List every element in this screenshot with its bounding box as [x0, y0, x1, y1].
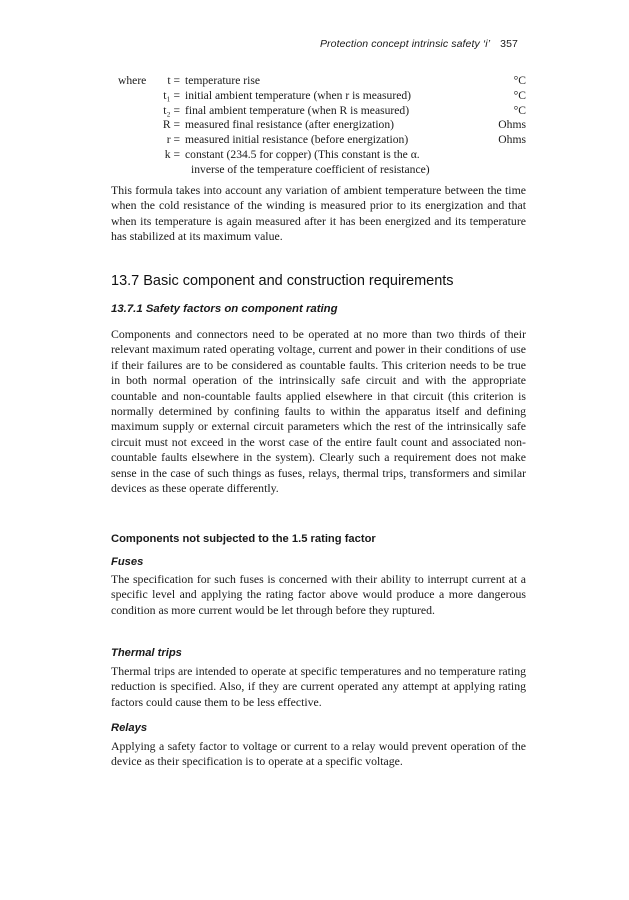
running-head — [320, 38, 518, 50]
paragraph-component-rating: Components and connectors need to be operated at no more than two thirds of their relevant maximum rated operating voltage, current and power in their conditions of use if their failures are to be considered as countable faults. This criterion needs to be true in both normal operation of the intrinsically safe circuit and with the appropriate countable and non-countable faults applied elsewhere in that circuit (this criterion is normally determined by confining faults to within the apparatus itself and defining maximum supply or external circuit parameters which the rest of the intrinsically safe circuit must not exceed in the worst case of the entire fault count and associated non-countable faults elsewhere in the system). Clearly such a requirement does not make sense in the case of such things as fuses, relays, thermal trips, transformers and similar devices as these operate differently. — [111, 327, 526, 496]
definition-unit: °C — [513, 74, 526, 87]
relays-heading: Relays — [111, 722, 148, 734]
definition-symbol: t = — [167, 74, 180, 87]
definition-text: initial ambient temperature (when r is measured) — [185, 88, 411, 102]
definition-row — [111, 104, 526, 119]
paragraph-fuses: The specification for such fuses is concerned with their ability to interrupt current at a specific level and applying the rating factor above would produce a more dangerous condition as more current would be let through before they ruptured. — [111, 572, 526, 617]
definition-row — [111, 163, 526, 178]
definition-unit: °C — [513, 103, 526, 117]
definition-continuation: inverse of the temperature coefficient of resistance) — [191, 162, 430, 176]
thermal-trips-heading: Thermal trips — [111, 647, 182, 659]
definition-text: final ambient temperature (when R is measured) — [185, 103, 410, 117]
definition-row — [111, 89, 526, 104]
definition-symbol: r = — [166, 133, 180, 147]
variable-definitions — [111, 74, 526, 178]
running-head-title: Protection concept intrinsic safety ‘i’ — [319, 38, 491, 50]
paragraph-thermal-trips: Thermal trips are intended to operate at specific temperatures and no temperature rating reduction is specified. Also, if they are current operated any attempt at applying rating factors could cause them to be less effective. — [111, 664, 526, 709]
definition-symbol: R = — [162, 118, 180, 132]
definition-row — [111, 148, 526, 163]
where-label: where — [118, 74, 147, 87]
definition-text: measured initial resistance (before energization) — [185, 133, 409, 147]
definition-unit: °C — [513, 88, 526, 102]
definition-text: measured final resistance (after energization) — [185, 118, 395, 132]
definition-row — [111, 118, 526, 133]
page-number: 357 — [500, 38, 518, 50]
definition-text: temperature rise — [185, 74, 260, 87]
components-heading: Components not subjected to the 1.5 rating factor — [111, 533, 376, 545]
definition-text: constant (234.5 for copper) (This constant is the α. — [185, 147, 420, 161]
definition-symbol: k = — [164, 147, 180, 161]
definition-unit: Ohms — [498, 133, 526, 147]
definition-symbol: t₂ = — [163, 103, 180, 117]
subsection-heading: 13.7.1 Safety factors on component rating — [111, 303, 338, 315]
definition-unit: Ohms — [498, 118, 526, 132]
paragraph-formula-note: This formula takes into account any variation of ambient temperature between the time when the cold resistance of the winding is measured prior to its energization and that when its temperature is again measured after it has been energized and its temperature has stabilized at its maximum value. — [111, 183, 526, 244]
paragraph-relays: Applying a safety factor to voltage or current to a relay would prevent operation of the device as their specification is to operate at a specific voltage. — [111, 739, 526, 769]
definition-row — [111, 74, 526, 89]
definition-symbol: t₁ = — [163, 88, 180, 102]
fuses-heading: Fuses — [111, 556, 144, 568]
section-heading: 13.7 Basic component and construction requirements — [111, 273, 454, 289]
definition-row — [111, 133, 526, 148]
